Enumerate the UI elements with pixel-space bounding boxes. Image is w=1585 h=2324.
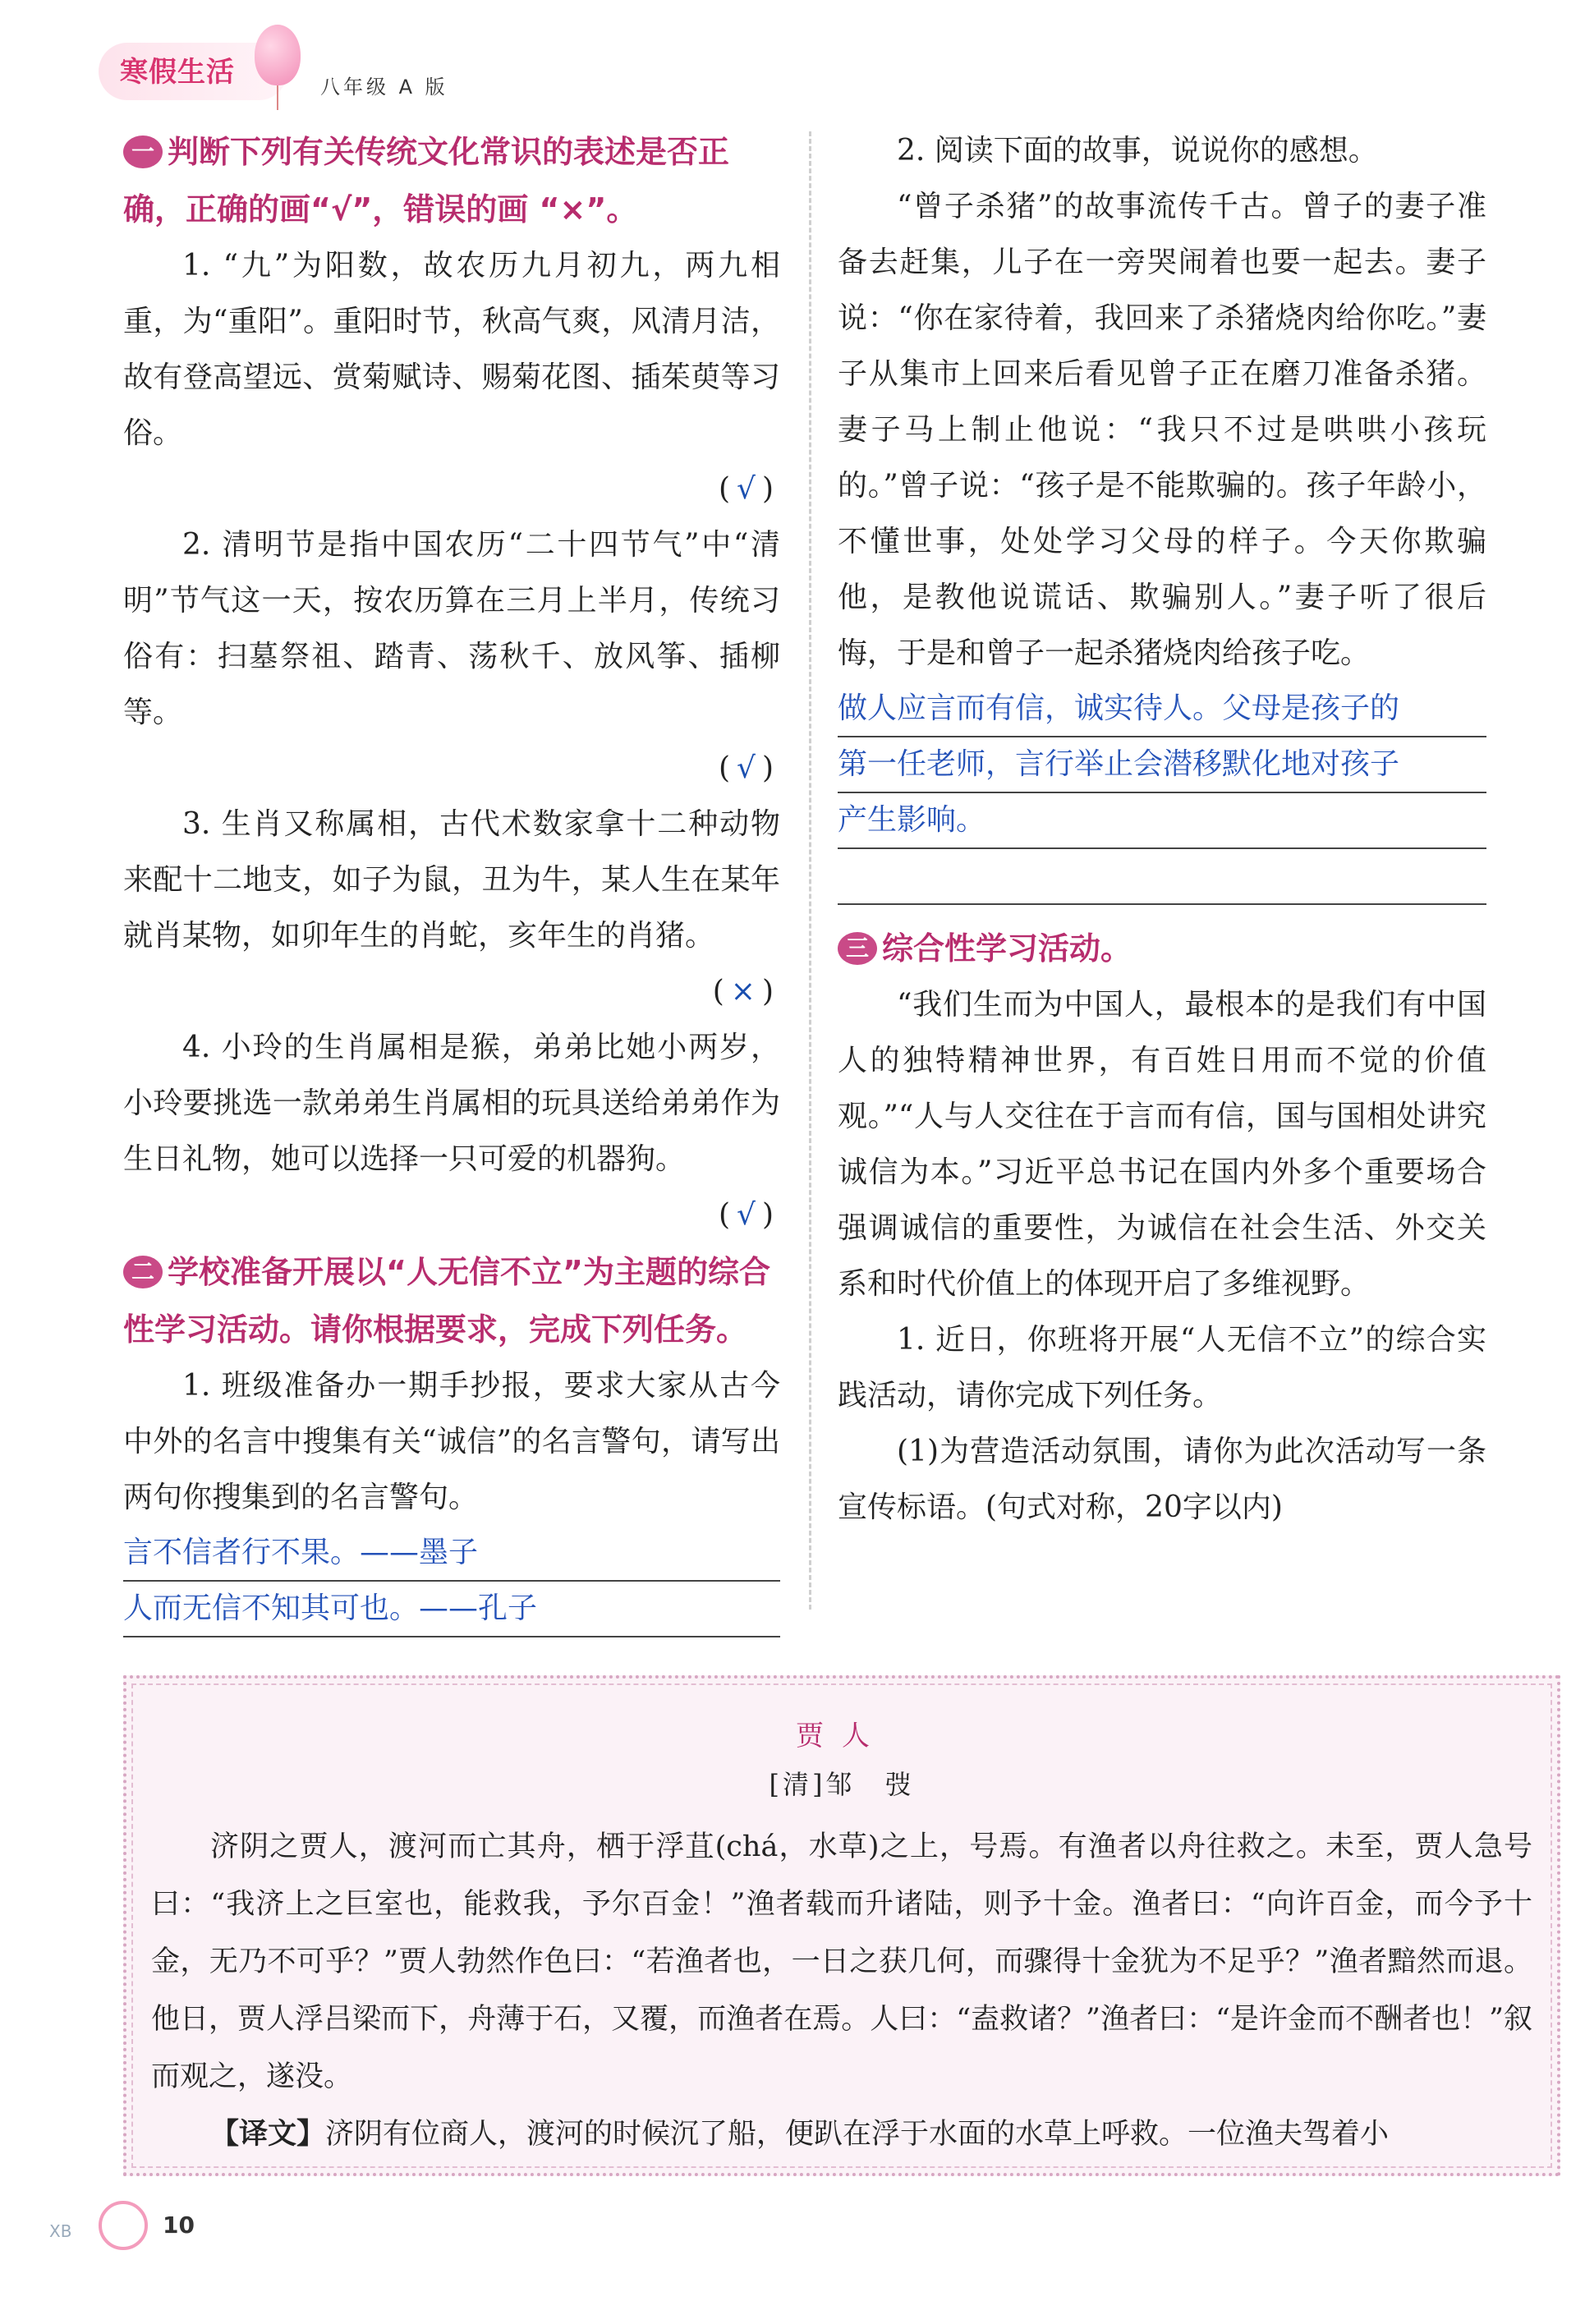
story-passage: “曾子杀猪”的故事流传千古。曾子的妻子准备去赶集，儿子在一旁哭闹着也要一起去。妻子说：“你在家待着，我回来了杀猪烧肉给你吃。”妻子从集市上回来后看见曾子正在磨刀准备杀猪。妻子马上制止他说：“我只不过是哄哄小孩玩的。”曾子说：“孩子是不能欺骗的。孩子年龄小，不懂世事，处处学习父母的样子。今天你欺骗他，是教他说谎话、欺骗别人。”妻子听了很后悔，于是和曾子一起杀猪烧肉给孩子吃。 [838, 190, 1486, 670]
right-column [838, 123, 1486, 1536]
reading-title: 贾人 [796, 1720, 888, 1752]
brand-title: 寒假生活 [120, 56, 235, 89]
judgement-answer: √ [737, 751, 762, 785]
swirl-icon [99, 2201, 148, 2250]
section-2-title: 学校准备开展以“人无信不立”为主题的综合性学习活动。请你根据要求，完成下列任务。 [123, 1254, 770, 1348]
section-1-number-badge: 一 [123, 135, 163, 168]
judgement-item-text: 1. “九”为阳数，故农历九月初九，两九相重，为“重阳”。重阳时节，秋高气爽，风清月洁，故有登高望远、赏菊赋诗、赐菊花图、插茱萸等习俗。 [123, 249, 780, 450]
answer-bracket: (×) [712, 975, 780, 1008]
quote-answer-line[interactable]: 人而无信不知其可也。——孔子 [123, 1582, 780, 1637]
judgement-item [123, 1020, 780, 1243]
page-number: 10 [163, 2211, 195, 2239]
section-3-heading [838, 920, 1486, 977]
page-header [90, 25, 583, 115]
column-divider [809, 131, 811, 1610]
reflection-answer-line[interactable]: 第一任老师，言行举止会潜移默化地对孩子 [838, 737, 1486, 793]
answer-bracket: (√) [718, 1198, 780, 1232]
section-3-question-1: 1. 近日，你班将开展“人无信不立”的综合实践活动，请你完成下列任务。 [838, 1323, 1486, 1412]
translation-text: 济阴有位商人，渡河的时候沉了船，便趴在浮于水面的水草上呼救。一位渔夫驾着小 [325, 2118, 1390, 2151]
balloon-string [277, 85, 278, 110]
section-1-title: 判断下列有关传统文化常识的表述是否正确，正确的画“√”，错误的画 “×”。 [123, 134, 730, 227]
section-3-title: 综合性学习活动。 [882, 930, 1132, 967]
section-3-subquestion-1: (1)为营造活动氛围，请你为此次活动写一条宣传标语。(句式对称，20字以内) [838, 1435, 1486, 1524]
judgement-item [123, 797, 780, 1020]
judgement-item [123, 238, 780, 517]
judgement-answer: √ [737, 1198, 762, 1232]
judgement-answer: √ [737, 472, 762, 506]
answer-bracket: (√) [718, 751, 780, 785]
left-column [123, 123, 780, 1693]
section-2-heading [123, 1243, 780, 1358]
answer-bracket: (√) [718, 472, 780, 506]
translation-paragraph [151, 2106, 1532, 2163]
section-2-number-badge: 二 [123, 1256, 163, 1288]
judgement-item-text: 2. 清明节是指中国农历“二十四节气”中“清明”节气这一天，按农历算在三月上半月，传统习俗有：扫墓祭祖、踏青、荡秋千、放风筝、插柳等。 [123, 528, 780, 729]
section-3-number-badge: 三 [838, 932, 877, 965]
reading-body [151, 1818, 1532, 2163]
translation-label: 【译文】 [210, 2118, 326, 2151]
classical-reading-box [123, 1675, 1560, 2176]
section-1-heading [123, 123, 780, 238]
edition-code: XB [49, 2221, 72, 2241]
grade-edition: 八年级 A 版 [320, 76, 448, 99]
judgement-item [123, 517, 780, 797]
judgement-answer: × [730, 975, 762, 1008]
balloon-icon [255, 25, 301, 85]
section-3-intro: “我们生而为中国人，最根本的是我们有中国人的独特精神世界，有百姓日用而不觉的价值观。”“人与人交往在于言而有信，国与国相处讲究诚信为本。”习近平总书记在国内外多个重要场合强调诚信的重要性，为诚信在社会生活、外交关系和时代价值上的体现开启了多维视野。 [838, 988, 1486, 1301]
section-2-question-2: 2. 阅读下面的故事，说说你的感想。 [897, 134, 1378, 168]
blank-answer-line[interactable] [838, 849, 1486, 905]
reflection-answer-line[interactable]: 做人应言而有信，诚实待人。父母是孩子的 [838, 682, 1486, 737]
judgement-item-text: 3. 生肖又称属相，古代术数家拿十二种动物来配十二地支，如子为鼠，丑为牛，某人生在某年就肖某物，如卯年生的肖蛇，亥年生的肖猪。 [123, 807, 780, 953]
reflection-answer-line[interactable]: 产生影响。 [838, 793, 1486, 849]
judgement-item-text: 4. 小玲的生肖属相是猴，弟弟比她小两岁，小玲要挑选一款弟弟生肖属相的玩具送给弟弟作为生日礼物，她可以选择一只可爱的机器狗。 [123, 1031, 780, 1176]
reading-author: [清]邹 弢 [769, 1769, 915, 1800]
quote-answer-line[interactable]: 言不信者行不果。——墨子 [123, 1526, 780, 1582]
section-2-question-1: 1. 班级准备办一期手抄报，要求大家从古今中外的名言中搜集有关“诚信”的名言警句，请写出两句你搜集到的名言警句。 [123, 1369, 780, 1514]
classical-text: 济阴之贾人，渡河而亡其舟，栖于浮苴(chá，水草)之上，号焉。有渔者以舟往救之。未至，贾人急号曰：“我济上之巨室也，能救我，予尔百金！”渔者载而升诸陆，则予十金。渔者曰：“向许百金，而今予十金，无乃不可乎？”贾人勃然作色曰：“若渔者也，一日之获几何，而骤得十金犹为不足乎？”渔者黯然而退。他日，贾人浮吕梁而下，舟薄于石，又覆，而渔者在焉。人曰：“盍救诸？”渔者曰：“是许金而不酬者也！”叙而观之，遂没。 [151, 1830, 1532, 2093]
